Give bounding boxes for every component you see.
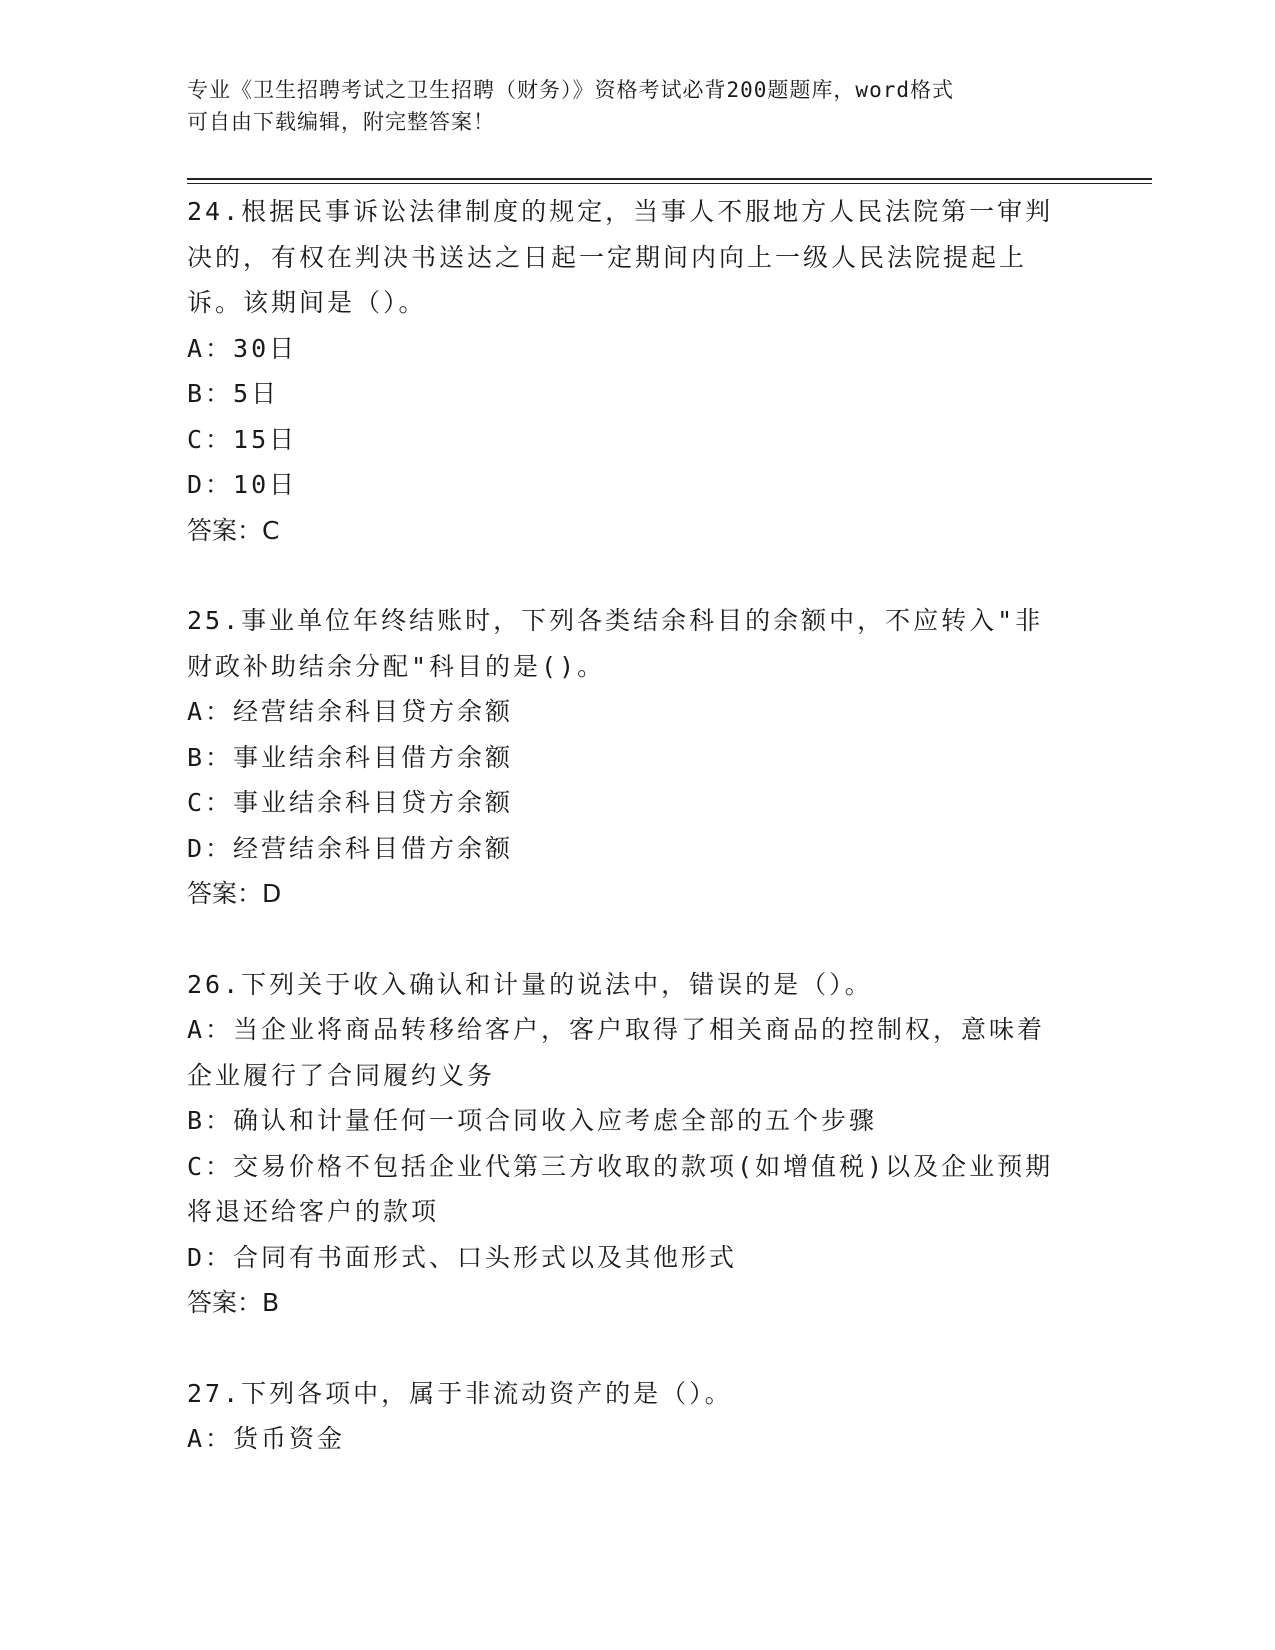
option-b: B：5日 [187,379,280,408]
option-b: B：事业结余科目借方余额 [187,742,514,772]
option-b: B：确认和计量任何一项合同收入应考虑全部的五个步骤 [187,1106,878,1135]
option-d: D：经营结余科目借方余额 [187,833,514,863]
header-line-2: 可自由下载编辑，附完整答案！ [187,110,495,134]
question-26 [187,962,1087,1326]
header-line-1: 专业《卫生招聘考试之卫生招聘（财务）》资格考试必背200题题库，word格式 [187,78,954,102]
header-divider-thin [187,183,1152,184]
question-stem-line: 26.下列关于收入确认和计量的说法中，错误的是（）。 [187,969,873,999]
answer-label: 答案：D [187,879,282,908]
question-27 [187,1371,1087,1462]
question-25 [187,598,1087,917]
option-c: C：15日 [187,424,298,454]
question-stem-line: 财政补助结余分配"科目的是()。 [187,651,606,681]
option-a: A：当企业将商品转移给客户，客户取得了相关商品的控制权，意味着 [187,1015,1046,1044]
question-stem-line: 25.事业单位年终结账时，下列各类结余科目的余额中，不应转入"非 [187,606,1044,635]
question-stem-line: 诉。该期间是（）。 [187,288,427,317]
option-c: C：交易价格不包括企业代第三方收取的款项(如增值税)以及企业预期 [187,1151,1054,1181]
answer-label: 答案：C [187,515,280,545]
answer-label: 答案：B [187,1288,280,1317]
option-d: D：合同有书面形式、口头形式以及其他形式 [187,1242,738,1272]
question-stem-line: 27.下列各项中，属于非流动资产的是（）。 [187,1378,733,1408]
option-a-continued: 企业履行了合同履约义务 [187,1060,496,1090]
document-header [187,74,1067,138]
option-a: A：经营结余科目贷方余额 [187,697,514,726]
question-list [187,189,1087,1507]
question-stem-line: 24.根据民事诉讼法律制度的规定，当事人不服地方人民法院第一审判 [187,197,1054,226]
option-c-continued: 将退还给客户的款项 [187,1197,440,1226]
option-c: C：事业结余科目贷方余额 [187,788,514,817]
option-d: D：10日 [187,470,298,499]
header-divider-thick [187,178,1152,180]
option-a: A：货币资金 [187,1424,346,1453]
option-a: A：30日 [187,333,298,363]
question-24 [187,189,1087,553]
question-stem-line: 决的，有权在判决书送达之日起一定期间内向上一级人民法院提起上 [187,242,1028,272]
